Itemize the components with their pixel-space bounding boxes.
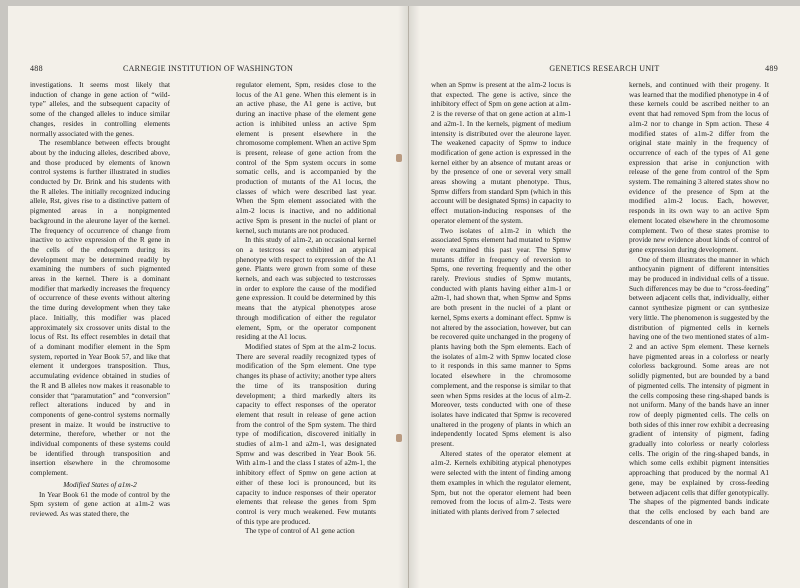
paragraph: kernels, and continued with their progeny. It was learned that the modified phenotype in 4 of these kernels could be ascribed neither to an event that had removed Spm from the locus of a1m-2 nor to change in Spm action. These 4 modified states of a1m-2 differ from the original state mainly in the frequency of occurrence of each of the types of A1 gene expression that arise in conjunction with release of the gene from control of the Spm system. The remaining 3 altered states show no evidence of the presence of Spm at the modified a1m-2 locus. Each, however, responds in its own way to an active Spm element located elsewhere in the chromosome complement. Two of these states promise to provide new evidence about kinds of control of gene expression during development.	[629, 80, 769, 254]
paragraph: Altered states of the operator element at a1m-2. Kernels exhibiting atypical phenotypes were selected with the intent of finding among them examples in which the regulator element, Spm, but not the operator element had been removed from the locus of a1m-2. Tests were initiated with plants derived from 7 selected	[431, 448, 571, 516]
right-column-2	[629, 80, 769, 526]
paragraph: In Year Book 61 the mode of control by the Spm system of gene action at a1m-2 was reviewed. As was stated there, the	[30, 489, 170, 518]
left-column-1	[30, 80, 170, 519]
left-page-number: 488	[30, 64, 43, 73]
paragraph: The resemblance between effects brought about by the inducing alleles, described above, and those produced by elements of known control systems is further illustrated in studies conducted by Dr. Brink and his students with the R alleles. The initially recognized inducing allele, Rst, gives rise to a distinctive pattern of pigmented areas in a nonpigmented background in the aleurone layer of the kernel. The frequency of occurrence of change from inactive to active expression of the R gene in the cells of the endosperm during its development may be determined readily by examining the numbers of such pigmented areas in the kernel. There is a dominant modifier that markedly increases the frequency of occurrence of these events without altering the time during development when they take place. Initially, this modifier was placed approximately six crossover units distal to the locus of Rst. Its effect resembles in detail that of a dominant modifier element in the Spm system, reported in Year Book 57, and like that element it undergoes transposition. Thus, accumulating evidence obtained in studies of the R and B alleles now makes it reasonable to consider that “paramutation” and “conversion” reflect alterations induced by and in components of gene-control systems normally present in maize. It would be instructive to determine, therefore, whether or not the individual components of these systems could be identified through transposition and insertion elsewhere in the chromosome complement.	[30, 138, 170, 478]
paragraph: regulator element, Spm, resides close to the locus of the A1 gene. When this element is in an active phase, the A1 gene is active, but during an inactive phase of the element gene action is inhibited unless an active Spm element is present elsewhere in the chromosome complement. When an active Spm is present, release of gene action from the control of the Spm system occurs in some somatic cells, and is accompanied by the production of mutants of the A1 locus, the classes of which were described last year. When the Spm element associated with the a1m-2 locus is inactive, and no additional active Spm is present in the nuclei of plant or kernel, such mutants are not produced.	[236, 80, 376, 235]
paragraph: when an Spmw is present at the a1m-2 locus is that expected. The gene is active, since the inhibitory effect of Spm on gene action at a1m-2 is the reverse of that on gene action at a1m-1 and a2m-1. In the kernels, pigment of medium intensity is distributed over the aleurone layer. The weakened capacity of Spmw to induce modification of gene action is expressed in the kernel either by an absence of mutant areas or by the presence of one or several very small areas showing a mutant phenotype. Thus, Spmw differs from standard Spm (which in this account will be designated Spms) in capacity to effect mutation-inducing responses of the operator element of the system.	[431, 80, 571, 225]
right-page-number: 489	[765, 64, 778, 73]
paragraph: Modified states of Spm at the a1m-2 locus. There are several readily recognized types of modification of the Spm element. One type changes its phase of activity; another type alters the time of its transposition during development; a third markedly alters its capacity to effect responses of the operator element that result in release of gene action from the control of the Spm system. The third type of modification, discovered initially in studies of a1m-1 and a2m-1, was designated Spmw and was described in Year Book 56. With a1m-1 and the class I states of a2m-1, the inhibitory effect of Spmw on gene action at either of these loci is pronounced, but its capacity to induce responses of their operator elements that release the genes from Spm control is very much weakened. Few mutants of this type are produced.	[236, 341, 377, 526]
right-column-1	[431, 80, 571, 517]
right-running-title: GENETICS RESEARCH UNIT	[549, 64, 660, 73]
right-running-head	[409, 64, 800, 76]
left-page	[8, 6, 409, 588]
paragraph: investigations. It seems most likely that induction of change in gene action of “wild-type” alleles, and the subsequent capacity of some of the changed alleles to induce similar changes, resides in controlling elements normally associated with the genes.	[30, 80, 170, 138]
right-page	[409, 6, 800, 588]
binding-thread	[396, 434, 402, 442]
paragraph: Two isolates of a1m-2 in which the associated Spms element had mutated to Spmw were examined this past year. The Spmw mutants differ in frequency of reversion to Spms, one reverting frequently and the other rarely. Previous studies of Spmw mutants, conducted with plants having either a1m-1 or a2m-1, had shown that, when Spmw and Spms are both present in the nuclei of a plant or kernel, Spms exerts a dominant effect. Spmw is not altered by the association, however, but can be recovered quite unchanged in the progeny of plants having both the Spm elements. Each of the isolates of a1m-2 with Spmw located close to it responds in this same manner to Spms located elsewhere in the chromosome complement, and the response is similar to that seen when Spms resides at the locus of a1m-2. Moreover, tests conducted with one of these isolates have indicated that Spmw is recovered unaltered in the progeny of plants in which an independently located Spms element is also present.	[431, 225, 571, 449]
left-running-title: CARNEGIE INSTITUTION OF WASHINGTON	[122, 64, 294, 73]
section-heading: Modified States of a1m-2	[63, 479, 137, 489]
book-spread	[8, 6, 800, 588]
binding-thread	[396, 154, 402, 162]
left-column-2	[236, 80, 376, 536]
paragraph: The type of control of A1 gene action	[245, 526, 355, 536]
paragraph: One of them illustrates the manner in which anthocyanin pigment of different intensities may be produced in individual cells of a tissue. Such differences may be due to “cross-feeding” between adjacent cells that, individually, either cannot synthesize pigment or can synthesize very little. The phenomenon is suggested by the distribution of pigmented cells in kernels having one of the two mentioned states of a1m-2 and an active Spm element. These kernels have pigmented areas in a colorless or nearly colorless background. Some areas are not solidly pigmented, but are bounded by a band of pigmented cells. The intensity of pigment in the cells composing these ring-shaped bands is not uniform. Many of the bands have an inner row of deeply pigmented cells. The cells on both sides of this inner row exhibit a decreasing gradient of intensity of pigment, fading gradually into colorless or nearly colorless cells. The origin of the ring-shaped bands, in which some cells exhibit pigment intensities approaching that produced by the normal A1 gene, may be explained by cross-feeding between adjacent cells that differ genotypically. The shapes of the pigmented bands indicate that the cells enclosed by each band are descendants of one in	[629, 254, 769, 526]
left-running-head	[8, 64, 408, 76]
paragraph: In this study of a1m-2, an occasional kernel on a testcross ear exhibited an atypical phenotype with respect to expression of the A1 gene. Plants were grown from some of these kernels, and each was subjected to testcrosses in order to explore the cause of the modified gene expression. It could be determined by this means that the atypical phenotypes arose through modification of either the regulator element, Spm, or the operator component residing at the A1 locus.	[236, 235, 376, 342]
